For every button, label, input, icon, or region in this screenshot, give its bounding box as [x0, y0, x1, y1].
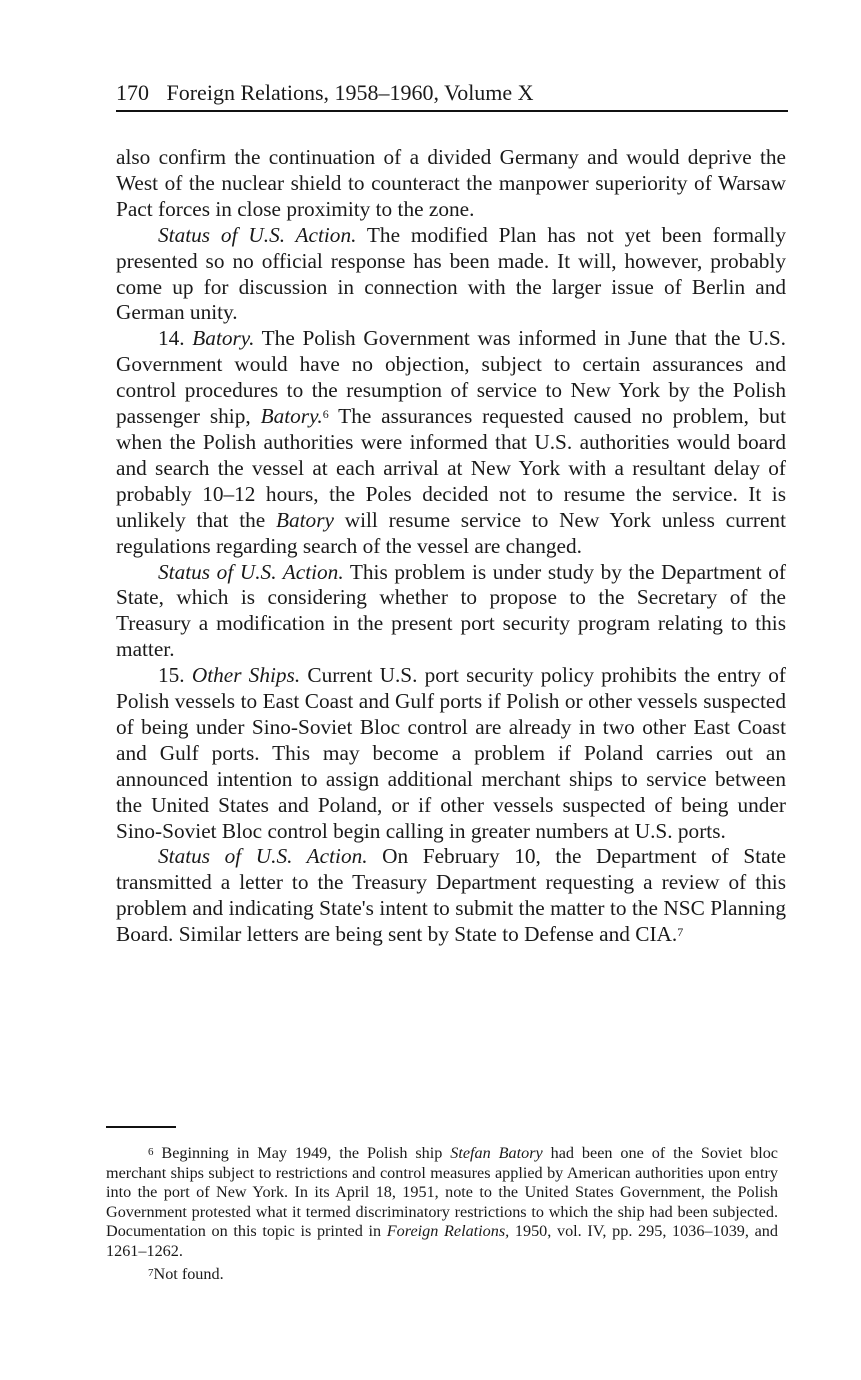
- section-heading: Other Ships.: [191, 663, 301, 688]
- section-heading: Batory.: [192, 326, 255, 351]
- item-number: 14.: [158, 326, 193, 351]
- footnote-rule: [106, 1126, 176, 1128]
- section-heading: Status of U.S. Action.: [158, 559, 344, 584]
- paragraph-continuation: also confirm the continuation of a divided Germany and would deprive the West of the nuclear shield to counteract the manpower superiority of Warsaw Pact forces in close proximity to the zone.: [116, 145, 786, 221]
- paragraph-batory: 14. Batory. The Polish Government was informed in June that the U.S. Government would have no objection, subject to certain assurances and control procedures to the resumption of service to New York by the Polish passenger ship, Batory.$^6$ The assurances requested caused no problem, but when the Polish authorities were informed that U.S. authorities would board and search the vessel at each arrival at New York with a resultant delay of probably 10–12 hours, the Poles decided not to resume the service. It is unlikely that the Batory will resume service to New York unless current regulations regarding search of the vessel are changed.: [116, 326, 786, 558]
- ship-name: Batory.: [260, 404, 323, 429]
- footnote-7: $^7$Not found.: [148, 1265, 224, 1283]
- paragraph-status-action-3: Status of U.S. Action. On February 10, the Department of State transmitted a letter to the Treasury Department requesting a review of this problem and indicating State's intent to submit the matter to the NSC Planning Board. Similar letters are being sent by State to Defense and CIA.$^7$: [116, 844, 786, 947]
- running-header: [116, 78, 788, 108]
- item-number: 15.: [158, 663, 192, 688]
- footnote-marker: 7: [148, 1267, 154, 1279]
- paragraph-status-action-1: Status of U.S. Action. The modified Plan has not yet been formally presented so no official response has been made. It will, however, probably come up for discussion in connection with the larger issue of Berlin and German unity.: [116, 222, 786, 325]
- running-title: Foreign Relations, 1958–1960, Volume X: [166, 80, 534, 105]
- header-rule: [116, 110, 788, 112]
- section-heading: Status of U.S. Action.: [158, 222, 357, 247]
- footnote-ref-7[interactable]: 7: [677, 925, 684, 940]
- footnote-6: $^6$ Beginning in May 1949, the Polish ship Stefan Batory had been one of the Soviet bloc merchant ships subject to restrictions and control measures applied by American authorities upon entry into the port of New York. In its April 18, 1951, note to the United States Government, the Polish Government protested what it termed discriminatory restrictions to which the ship had been subjected. Documentation on this topic is printed in Foreign Relations, 1950, vol. IV, pp. 295, 1036–1039, and 1261–1262.: [106, 1144, 778, 1260]
- section-heading: Status of U.S. Action.: [158, 844, 368, 869]
- body-text: [116, 145, 786, 948]
- page-number: 170: [116, 80, 149, 105]
- footnotes: [106, 1144, 778, 1285]
- footnote-ref-6[interactable]: 6: [322, 407, 329, 422]
- paragraph-status-action-2: Status of U.S. Action. This problem is under study by the Department of State, which is considering whether to propose to the Secretary of the Treasury a modification in the present port security program relating to this matter.: [116, 559, 786, 662]
- ship-name: Stefan Batory: [450, 1144, 543, 1162]
- footnote-marker: 6: [148, 1146, 154, 1158]
- ship-name: Batory: [275, 507, 334, 532]
- publication-title: Foreign Relations,: [386, 1222, 510, 1240]
- paragraph-other-ships: 15. Other Ships. Current U.S. port security policy prohibits the entry of Polish vessels to East Coast and Gulf ports if Polish or other vessels suspected of being under Sino-Soviet Bloc control are already in two other East Coast and Gulf ports. This may become a problem if Poland carries out an announced intention to assign additional merchant ships to service between the United States and Poland, or if other vessels suspected of being under Sino-Soviet Bloc control begin calling in greater numbers at U.S. ports.: [116, 663, 786, 843]
